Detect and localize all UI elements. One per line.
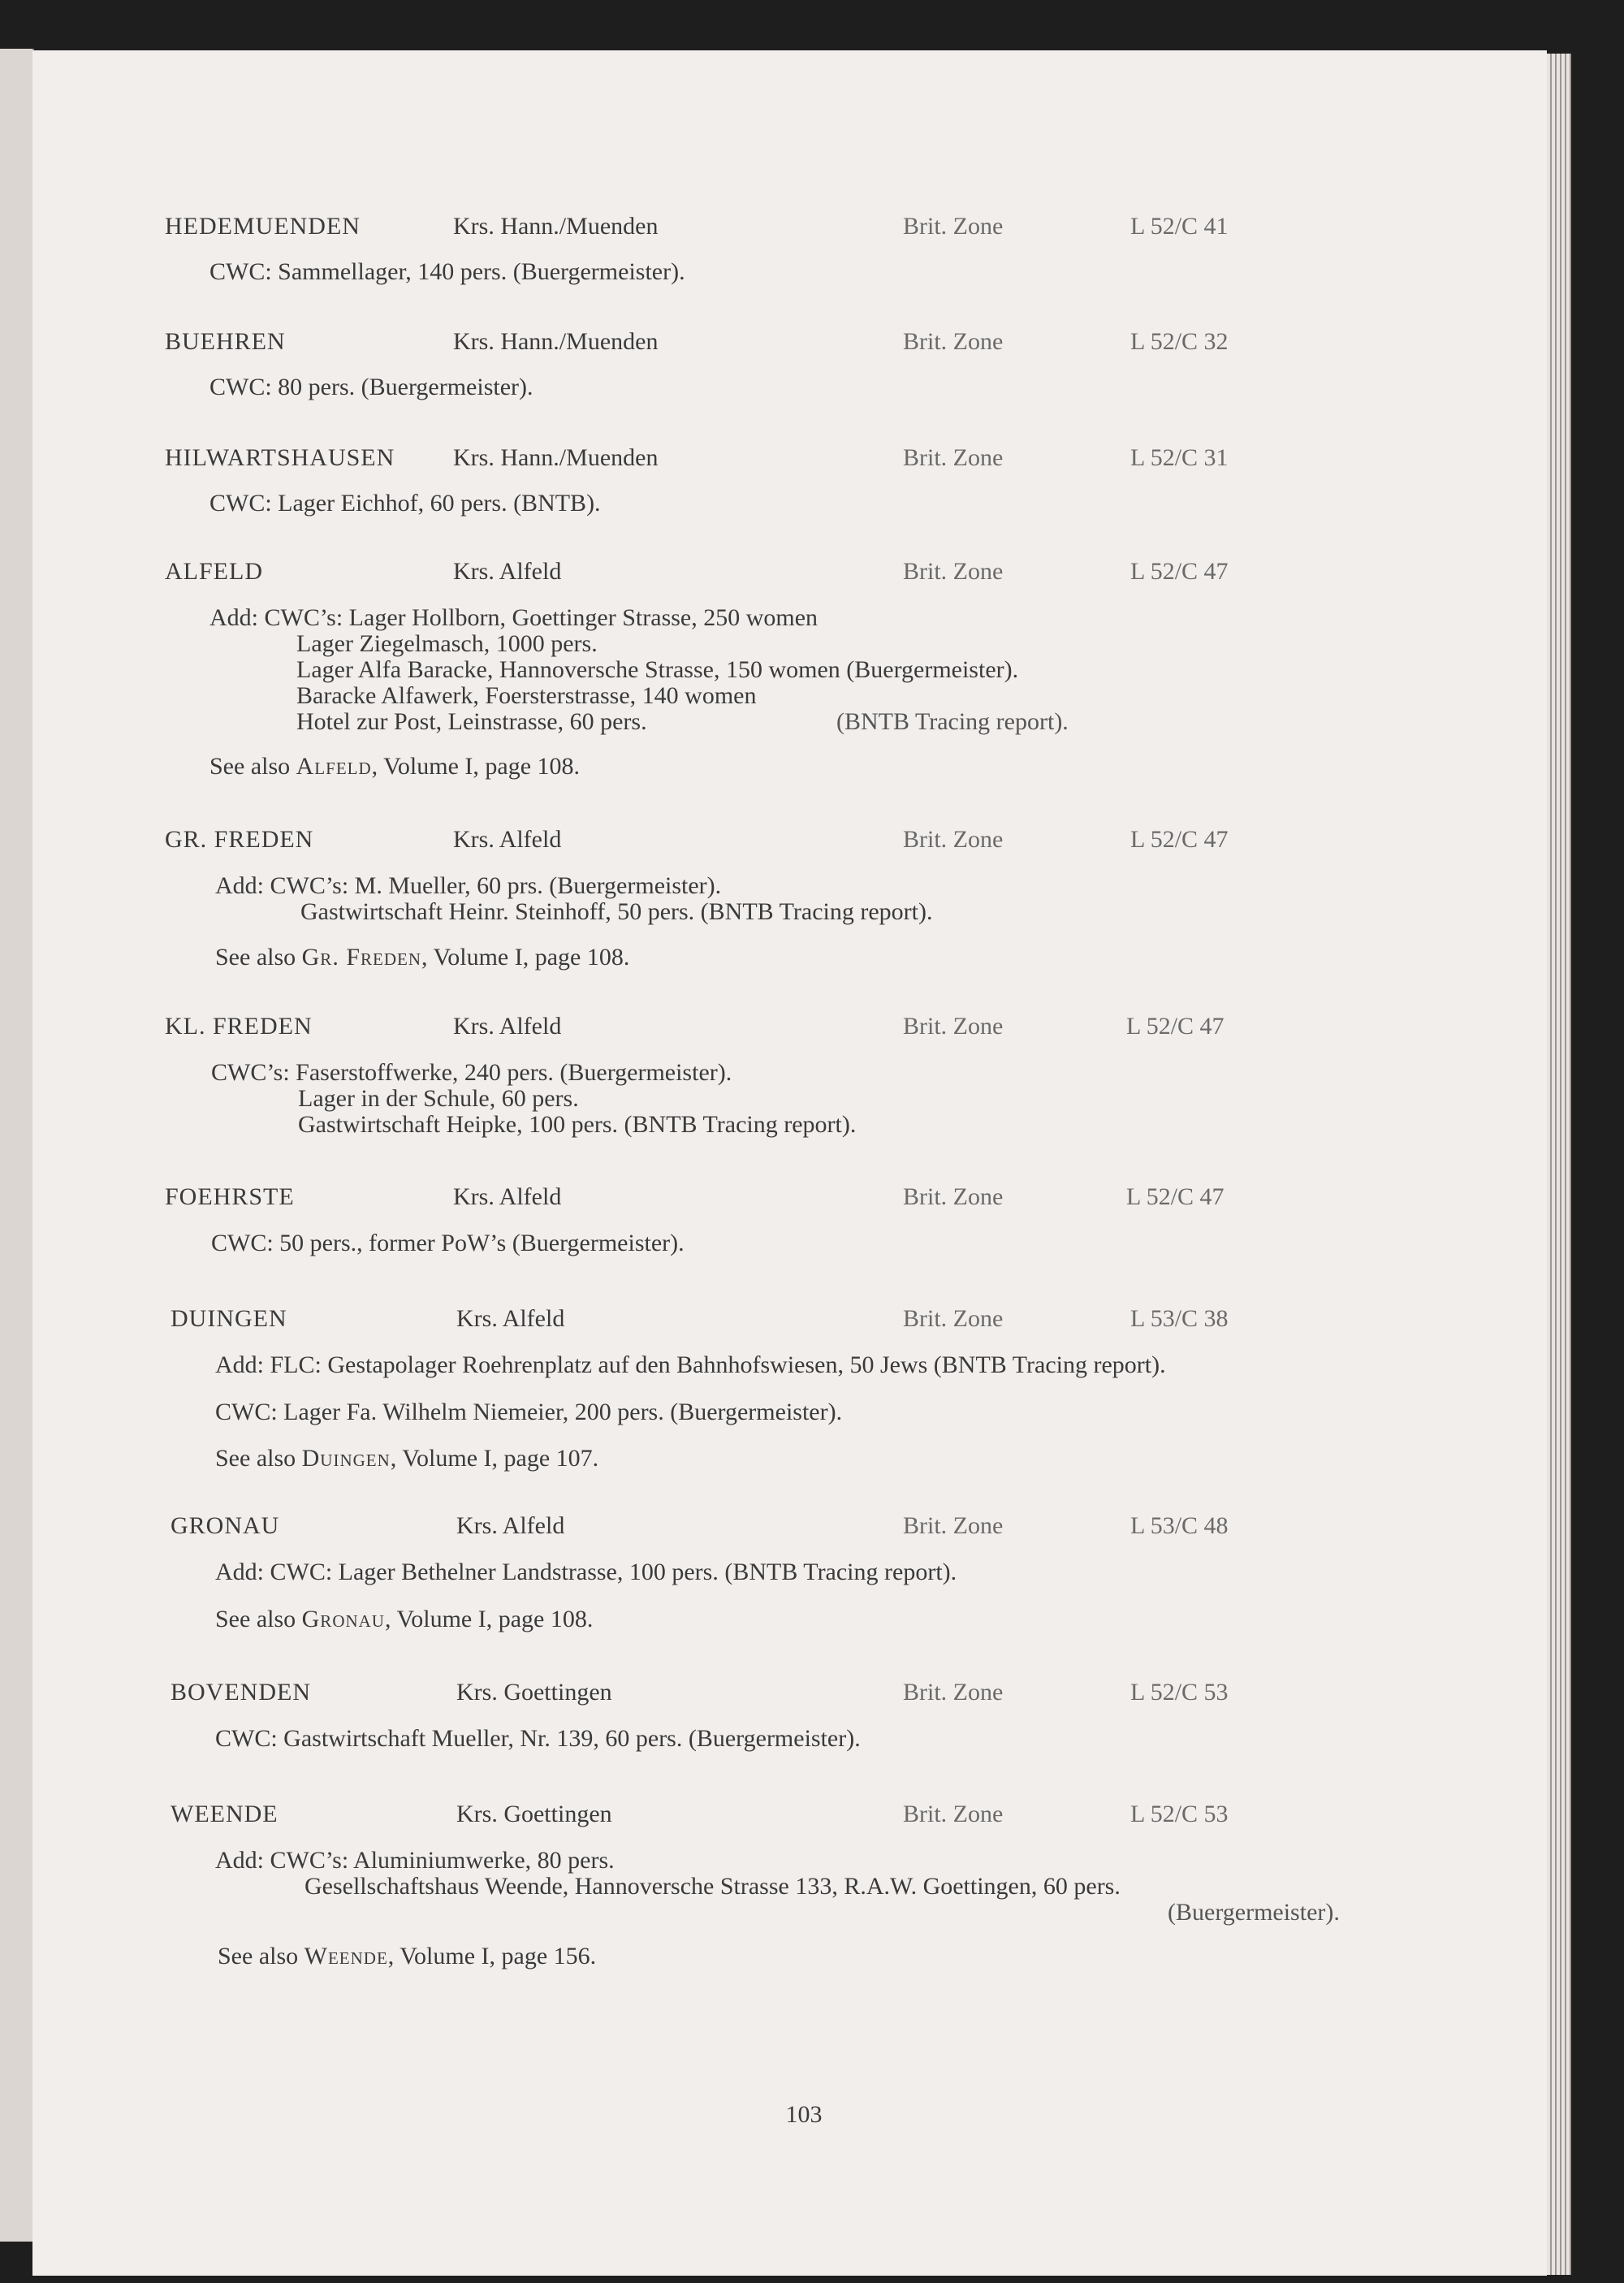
grid-reference: L 52/C 47 <box>1126 1013 1224 1040</box>
entry-heading <box>32 1305 1547 1338</box>
district: Krs. Alfeld <box>453 1013 562 1040</box>
district: Krs. Hann./Muenden <box>453 444 659 471</box>
district: Krs. Alfeld <box>456 1305 565 1332</box>
district: Krs. Alfeld <box>453 826 562 853</box>
entry-line: Add: CWC’s: M. Mueller, 60 prs. (Buergermeister). <box>215 872 722 899</box>
see-also-prefix: See also <box>215 1606 302 1632</box>
entry-line: Lager in der Schule, 60 pers. <box>298 1085 579 1112</box>
district: Krs. Alfeld <box>456 1512 565 1539</box>
zone: Brit. Zone <box>903 1801 1004 1827</box>
entry-buehren <box>32 328 1547 400</box>
entry-heading <box>32 1013 1547 1045</box>
entry-heading <box>32 1801 1547 1833</box>
see-also-reference: , Volume I, page 108. <box>371 753 581 780</box>
grid-reference: L 52/C 32 <box>1130 328 1229 355</box>
grid-reference: L 52/C 47 <box>1126 1183 1224 1210</box>
entry-hilwartshausen <box>32 444 1547 517</box>
place-name: DUINGEN <box>171 1305 287 1332</box>
district: Krs. Alfeld <box>453 558 562 585</box>
zone: Brit. Zone <box>903 444 1004 471</box>
grid-reference: L 52/C 53 <box>1130 1801 1229 1827</box>
zone: Brit. Zone <box>903 328 1004 355</box>
place-name: FOEHRSTE <box>165 1183 295 1210</box>
entry-heading <box>32 826 1547 858</box>
book-page <box>32 50 1547 2276</box>
grid-reference: L 52/C 53 <box>1130 1679 1229 1706</box>
grid-reference: L 53/C 38 <box>1130 1305 1229 1332</box>
entry-line: CWC: Sammellager, 140 pers. (Buergermeister). <box>209 258 685 285</box>
zone: Brit. Zone <box>903 826 1004 853</box>
zone: Brit. Zone <box>903 1013 1004 1040</box>
entry-heading <box>32 213 1547 245</box>
place-name: GR. FREDEN <box>165 826 314 853</box>
entry-line: Hotel zur Post, Leinstrasse, 60 pers. <box>296 708 647 735</box>
entry-kl-freden <box>32 1013 1547 1138</box>
see-also-line <box>209 753 580 780</box>
grid-reference: L 52/C 31 <box>1130 444 1229 471</box>
see-also-reference: , Volume I, page 107. <box>390 1445 599 1472</box>
entry-heading <box>32 1679 1547 1711</box>
see-also-place: Alfeld <box>296 753 372 780</box>
entry-line: CWC’s: Faserstoffwerke, 240 pers. (Buergermeister). <box>211 1059 732 1086</box>
adjacent-page-edge <box>0 49 34 2242</box>
entry-line: Add: CWC’s: Lager Hollborn, Goettinger Strasse, 250 women <box>209 604 818 631</box>
district: Krs. Goettingen <box>456 1801 612 1827</box>
source-note: (BNTB Tracing report). <box>836 708 1069 735</box>
entry-line: Gastwirtschaft Heipke, 100 pers. (BNTB Tracing report). <box>298 1111 857 1138</box>
district: Krs. Hann./Muenden <box>453 328 659 355</box>
entry-line: Lager Alfa Baracke, Hannoversche Strasse, 150 women (Buergermeister). <box>296 656 1019 683</box>
zone: Brit. Zone <box>903 1512 1004 1539</box>
see-also-line <box>218 1943 596 1970</box>
see-also-place: Gr. Freden <box>301 944 421 971</box>
entry-heading <box>32 444 1547 477</box>
entry-line: Gesellschaftshaus Weende, Hannoversche Strasse 133, R.A.W. Goettingen, 60 pers. <box>304 1873 1121 1900</box>
see-also-line <box>215 944 629 971</box>
entry-line: Gastwirtschaft Heinr. Steinhoff, 50 pers. (BNTB Tracing report). <box>300 898 933 925</box>
entry-line: CWC: Lager Fa. Wilhelm Niemeier, 200 pers. (Buergermeister). <box>215 1399 843 1425</box>
zone: Brit. Zone <box>903 1679 1004 1706</box>
entry-line: Add: CWC’s: Aluminiumwerke, 80 pers. <box>215 1847 615 1874</box>
grid-reference: L 52/C 47 <box>1130 826 1229 853</box>
source-note: (Buergermeister). <box>1168 1899 1340 1926</box>
entry-line: CWC: 80 pers. (Buergermeister). <box>209 374 533 400</box>
entry-line: Add: CWC: Lager Bethelner Landstrasse, 100 pers. (BNTB Tracing report). <box>215 1559 957 1585</box>
place-name: BUEHREN <box>165 328 286 355</box>
see-also-place: Duingen <box>301 1445 391 1472</box>
entry-weende <box>32 1801 1547 1970</box>
grid-reference: L 52/C 41 <box>1130 213 1229 240</box>
see-also-prefix: See also <box>215 1445 302 1472</box>
entry-line: Baracke Alfawerk, Foersterstrasse, 140 women <box>296 682 757 709</box>
district: Krs. Goettingen <box>456 1679 612 1706</box>
entry-foehrste <box>32 1183 1547 1256</box>
place-name: WEENDE <box>171 1801 279 1827</box>
page-stack-edges <box>1547 54 1571 2275</box>
entry-line: Lager Ziegelmasch, 1000 pers. <box>296 630 598 657</box>
entry-heading <box>32 1512 1547 1545</box>
entry-hedemuenden <box>32 213 1547 285</box>
zone: Brit. Zone <box>903 558 1004 585</box>
entry-duingen <box>32 1305 1547 1472</box>
entry-list <box>32 50 1547 2276</box>
see-also-reference: , Volume I, page 156. <box>387 1943 597 1970</box>
see-also-reference: , Volume I, page 108. <box>421 944 630 971</box>
entry-line: CWC: Gastwirtschaft Mueller, Nr. 139, 60 pers. (Buergermeister). <box>215 1725 861 1752</box>
page-number: 103 <box>785 2101 823 2128</box>
district: Krs. Hann./Muenden <box>453 213 659 240</box>
see-also-place: Gronau <box>301 1606 385 1632</box>
place-name: ALFELD <box>165 558 263 585</box>
district: Krs. Alfeld <box>453 1183 562 1210</box>
grid-reference: L 52/C 47 <box>1130 558 1229 585</box>
see-also-prefix: See also <box>215 944 302 971</box>
see-also-line <box>215 1606 593 1633</box>
place-name: HILWARTSHAUSEN <box>165 444 395 471</box>
entry-gr-freden <box>32 826 1547 971</box>
see-also-reference: , Volume I, page 108. <box>384 1606 594 1632</box>
place-name: BOVENDEN <box>171 1679 311 1706</box>
see-also-prefix: See also <box>209 753 296 780</box>
entry-heading <box>32 328 1547 361</box>
zone: Brit. Zone <box>903 1183 1004 1210</box>
see-also-line <box>215 1445 598 1472</box>
zone: Brit. Zone <box>903 213 1004 240</box>
see-also-place: Weende <box>304 1943 388 1970</box>
entry-line: CWC: 50 pers., former PoW’s (Buergermeister). <box>211 1230 685 1256</box>
place-name: HEDEMUENDEN <box>165 213 361 240</box>
entry-line: CWC: Lager Eichhof, 60 pers. (BNTB). <box>209 490 601 517</box>
place-name: KL. FREDEN <box>165 1013 313 1040</box>
zone: Brit. Zone <box>903 1305 1004 1332</box>
see-also-prefix: See also <box>218 1943 304 1970</box>
entry-line: Add: FLC: Gestapolager Roehrenplatz auf den Bahnhofswiesen, 50 Jews (BNTB Tracing report). <box>215 1351 1166 1378</box>
entry-heading <box>32 558 1547 590</box>
entry-alfeld <box>32 558 1547 780</box>
place-name: GRONAU <box>171 1512 280 1539</box>
entry-heading <box>32 1183 1547 1216</box>
entry-gronau <box>32 1512 1547 1632</box>
grid-reference: L 53/C 48 <box>1130 1512 1229 1539</box>
entry-bovenden <box>32 1679 1547 1752</box>
